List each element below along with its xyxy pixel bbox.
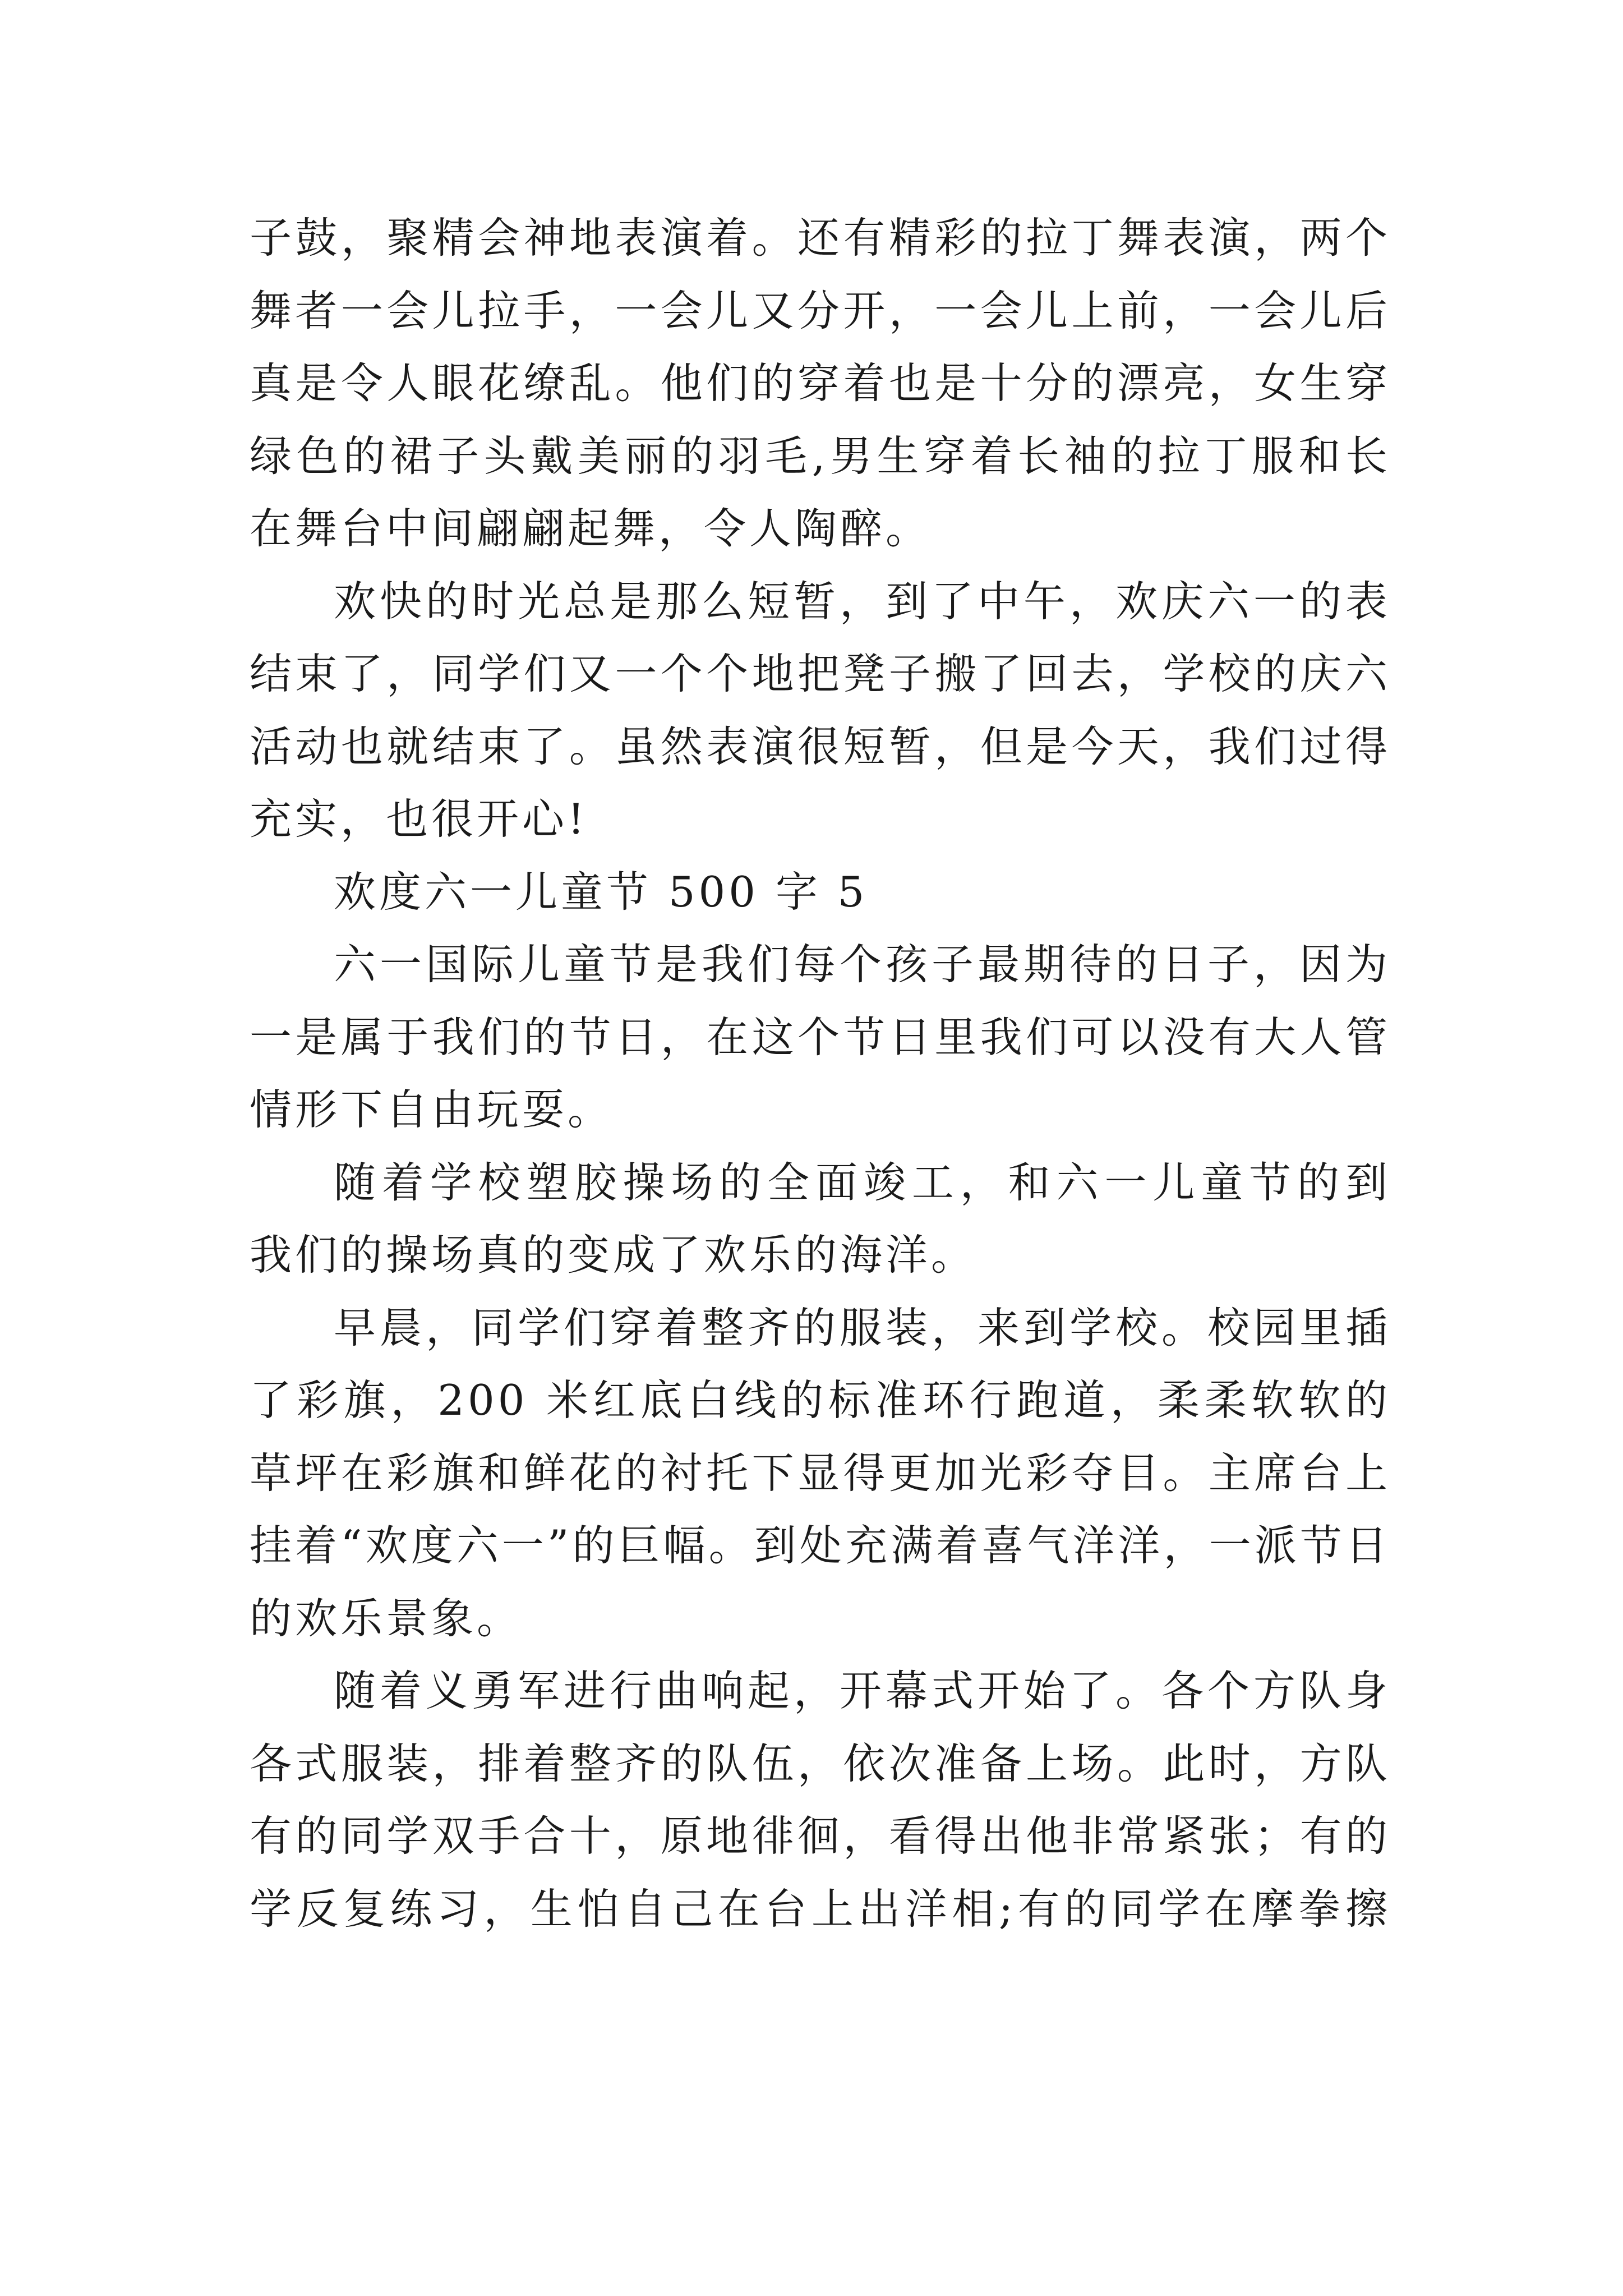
text-line: 欢度六一儿童节 500 字 5 bbox=[334, 867, 868, 917]
text-line: 有的同学双手合十，原地徘徊，看得出他非常紧张；有的 bbox=[250, 1811, 1391, 1861]
text-line: 舞者一会儿拉手，一会儿又分开，一会儿上前，一会儿后 bbox=[250, 286, 1391, 335]
text-line: 结束了，同学们又一个个地把凳子搬了回去，学校的庆六 bbox=[250, 649, 1391, 698]
text-line: 我们的操场真的变成了欢乐的海洋。 bbox=[250, 1230, 977, 1280]
text-line: 了彩旗，200 米红底白线的标准环行跑道，柔柔软软的 bbox=[250, 1375, 1391, 1425]
text-line: 子鼓，聚精会神地表演着。还有精彩的拉丁舞表演，两个 bbox=[250, 213, 1391, 263]
text-line: 随着学校塑胶操场的全面竣工，和六一儿童节的到 bbox=[334, 1157, 1391, 1207]
text-line: 随着义勇军进行曲响起，开幕式开始了。各个方队身 bbox=[334, 1666, 1391, 1715]
text-line: 真是令人眼花缭乱。他们的穿着也是十分的漂亮，女生穿 bbox=[250, 358, 1391, 408]
text-line: 活动也就结束了。虽然表演很短暂，但是今天，我们过得 bbox=[250, 721, 1391, 771]
text-line: 各式服装，排着整齐的队伍，依次准备上场。此时，方队 bbox=[250, 1738, 1391, 1788]
text-line: 挂着“欢度六一”的巨幅。到处充满着喜气洋洋，一派节日 bbox=[250, 1521, 1391, 1570]
document-body-text bbox=[250, 202, 1391, 1945]
text-line: 绿色的裙子头戴美丽的羽毛,男生穿着长袖的拉丁服和长 bbox=[250, 431, 1391, 481]
text-line: 情形下自由玩耍。 bbox=[250, 1085, 614, 1134]
text-line: 早晨，同学们穿着整齐的服装，来到学校。校园里插 bbox=[334, 1303, 1391, 1352]
text-line: 在舞台中间翩翩起舞，令人陶醉。 bbox=[250, 504, 932, 553]
text-line: 六一国际儿童节是我们每个孩子最期待的日子，因为 bbox=[334, 940, 1391, 989]
text-line: 学反复练习，生怕自己在台上出洋相;有的同学在摩拳擦 bbox=[250, 1884, 1391, 1934]
text-line: 草坪在彩旗和鲜花的衬托下显得更加光彩夺目。主席台上 bbox=[250, 1448, 1391, 1498]
text-line: 一是属于我们的节日，在这个节日里我们可以没有大人管 bbox=[250, 1012, 1391, 1062]
text-line: 的欢乐景象。 bbox=[250, 1593, 523, 1643]
text-line: 充实，也很开心! bbox=[250, 794, 588, 844]
text-line: 欢快的时光总是那么短暂，到了中午，欢庆六一的表 bbox=[334, 576, 1391, 626]
